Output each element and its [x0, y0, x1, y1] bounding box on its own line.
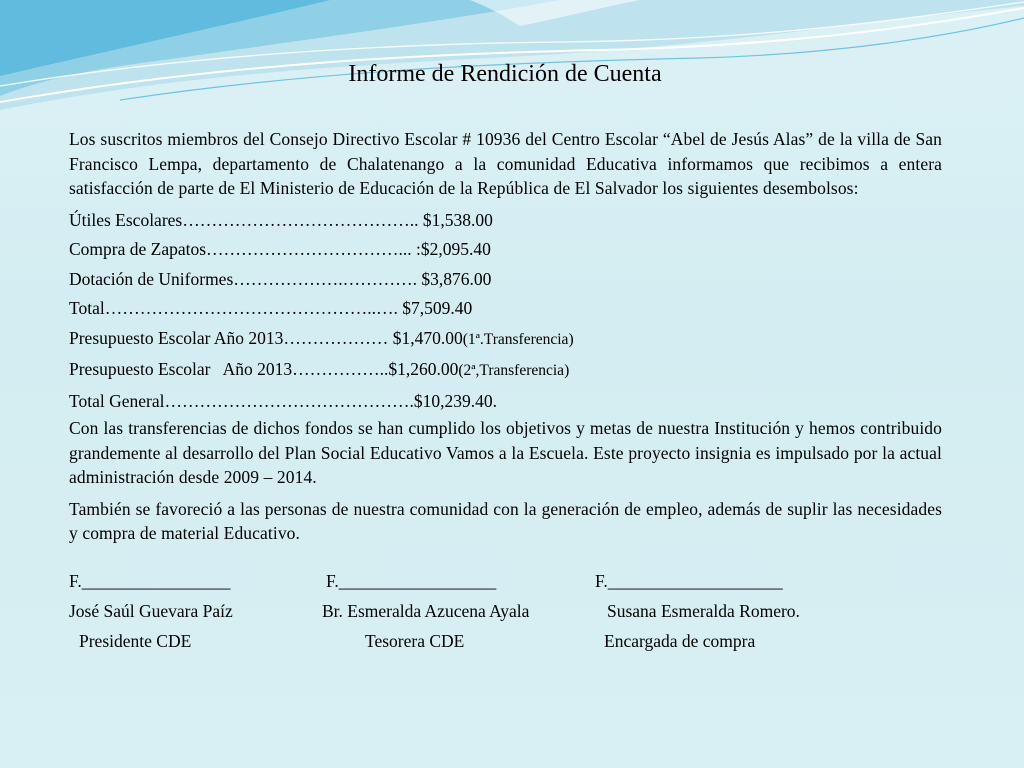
item-label: Compra de Zapatos: [69, 239, 207, 259]
page-title: Informe de Rendición de Cuenta: [348, 61, 662, 87]
signature-line-purchasing: F.____________________: [595, 570, 783, 591]
signatory-name-purchasing: Susana Esmeralda Romero.: [607, 600, 800, 621]
signatory-role-treasurer: Tesorera CDE: [365, 630, 465, 651]
item-amount: $7,509.40: [397, 298, 473, 318]
signature-line-president: F._________________: [69, 570, 231, 591]
item-dots: …………………………………..: [182, 209, 419, 230]
item-amount: $1,260.00: [388, 359, 459, 379]
signature-roles-row: [69, 631, 942, 661]
item-amount: $1,538.00: [418, 209, 493, 230]
item-amount: $1,470.00: [388, 327, 463, 348]
item-dots: ……………….………….: [233, 268, 418, 289]
item-presupuesto-2: [69, 357, 942, 384]
signatory-role-president: Presidente CDE: [79, 630, 192, 651]
transfers-paragraph: Con las transferencias de dichos fondos se han cumplido los objetivos y metas de nuestra Institución y hemos contribuido grandemente al desarrollo del Plan Social Educativo Vamos a la Escuela. Este proyecto insignia es impulsado por la actual administración desde 2009 – 2014.: [69, 418, 942, 487]
item-presupuesto-1: [69, 326, 942, 353]
signature-line-treasurer: F.__________________: [326, 570, 497, 591]
item-label: Útiles Escolares: [69, 209, 183, 230]
item-amount: $3,876.00: [417, 268, 492, 289]
report-body: [69, 127, 942, 661]
item-label: Total General: [69, 390, 165, 411]
signatory-role-purchasing: Encargada de compra: [604, 630, 756, 651]
item-label: Presupuesto Escolar Año 2013: [69, 327, 284, 348]
item-dots: ……………..: [292, 359, 389, 379]
item-total: [69, 296, 942, 321]
item-dots: ……………………………...: [206, 239, 412, 259]
item-label: Total: [69, 298, 105, 318]
signature-block: [69, 571, 942, 661]
item-total-general: [69, 389, 942, 414]
item-dots: ………………………………………..….: [104, 298, 398, 318]
signatory-name-treasurer: Br. Esmeralda Azucena Ayala: [322, 600, 530, 621]
item-zapatos: [69, 237, 942, 262]
item-utiles: [69, 208, 942, 233]
item-dots: ………………: [283, 327, 389, 348]
item-label: Dotación de Uniformes: [69, 268, 234, 289]
item-note: (2ª,Transferencia): [458, 362, 570, 379]
signature-names-row: [69, 601, 942, 631]
employment-paragraph: También se favoreció a las personas de nuestra comunidad con la generación de empleo, además de suplir las necesidades y compra de material Educativo.: [69, 498, 942, 543]
signature-lines-row: [69, 571, 942, 601]
signatory-name-president: José Saúl Guevara Paíz: [69, 600, 233, 621]
item-label: Presupuesto Escolar Año 2013: [69, 359, 293, 379]
item-amount: $10,239.40.: [413, 390, 497, 411]
item-dots: …………………………………….: [164, 390, 414, 411]
item-uniformes: [69, 267, 942, 292]
item-amount: :$2,095.40: [411, 239, 491, 259]
item-note: (1ª.Transferencia): [462, 330, 574, 348]
intro-paragraph: Los suscritos miembros del Consejo Directivo Escolar # 10936 del Centro Escolar “Abel de Jesús Alas” de la villa de San Francisco Lempa, departamento de Chalatenango a la comunidad Educativa informamos que recibimos a entera satisfacción de parte de El Ministerio de Educación de la República de El Salvador los siguientes desembolsos:: [69, 129, 942, 198]
